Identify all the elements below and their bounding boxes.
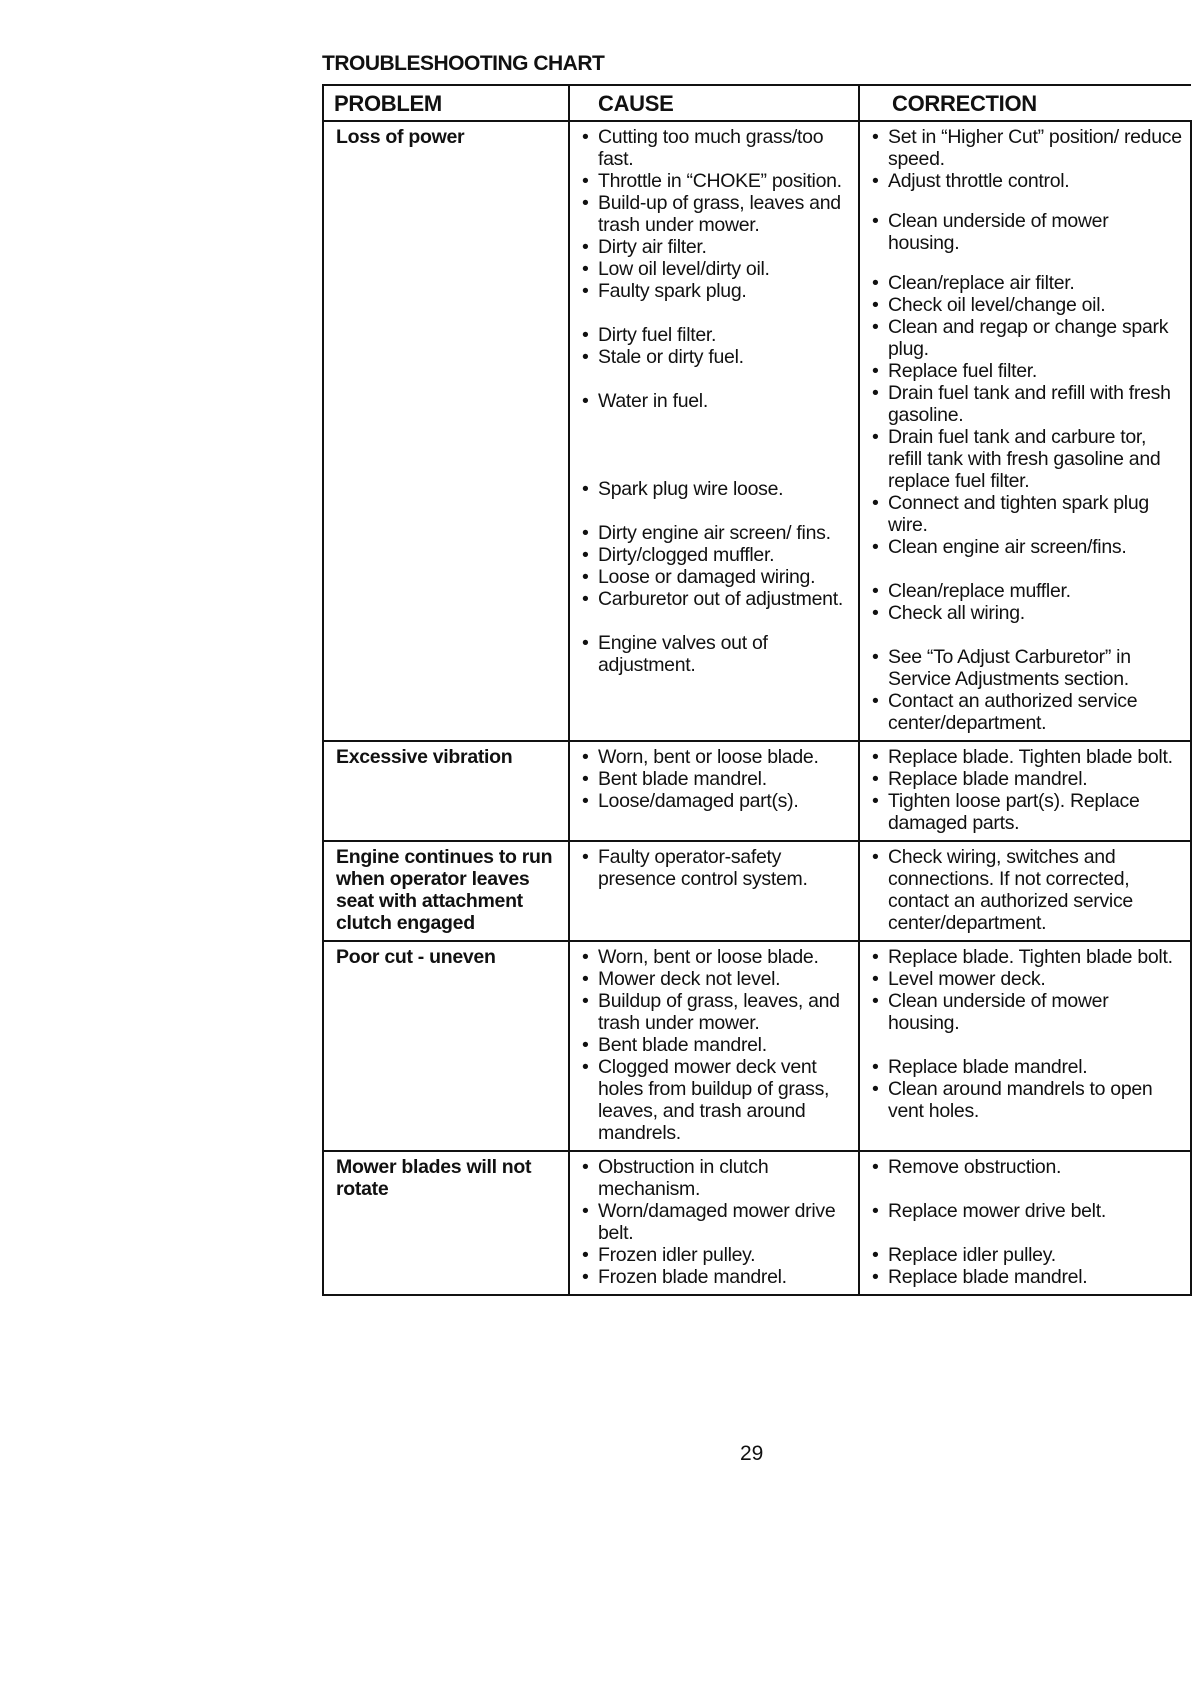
cause-item: • Carburetor out of adjustment. <box>580 588 852 610</box>
correction-item: • Contact an authorized service center/department. <box>870 690 1184 734</box>
cause-item: • Loose/damaged part(s). <box>580 790 852 812</box>
correction-cell <box>859 1151 1191 1295</box>
problem-cell: Engine continues to run when operator leaves seat with attachment clutch engaged <box>323 841 569 941</box>
correction-cell <box>859 121 1191 741</box>
cause-item: • Bent blade mandrel. <box>580 768 852 790</box>
correction-item: • Check wiring, switches and connections. If not corrected, contact an authorized service center/department. <box>870 846 1184 934</box>
problem-cell: Loss of power <box>323 121 569 741</box>
correction-item: • Check oil level/change oil. <box>870 294 1184 316</box>
problem-cell: Excessive vibration <box>323 741 569 841</box>
correction-item: • Check all wiring. <box>870 602 1184 624</box>
correction-item: • Replace blade. Tighten blade bolt. <box>870 746 1184 768</box>
correction-item: • Clean engine air screen/fins. <box>870 536 1184 558</box>
cause-item: • Frozen idler pulley. <box>580 1244 852 1266</box>
cause-item: • Worn, bent or loose blade. <box>580 946 852 968</box>
correction-item: • Connect and tighten spark plug wire. <box>870 492 1184 536</box>
correction-item: • Level mower deck. <box>870 968 1184 990</box>
correction-item: • See “To Adjust Carburetor” in Service Adjustments section. <box>870 646 1184 690</box>
table-row <box>323 121 1191 741</box>
cause-cell <box>569 1151 859 1295</box>
cause-item: • Obstruction in clutch mechanism. <box>580 1156 852 1200</box>
correction-item: • Replace fuel filter. <box>870 360 1184 382</box>
cause-item: • Mower deck not level. <box>580 968 852 990</box>
correction-item: • Clean underside of mower housing. <box>870 210 1184 254</box>
cause-item: • Buildup of grass, leaves, and trash under mower. <box>580 990 852 1034</box>
correction-item: • Tighten loose part(s). Replace damaged parts. <box>870 790 1184 834</box>
cause-item: • Frozen blade mandrel. <box>580 1266 852 1288</box>
correction-item: • Clean around mandrels to open vent holes. <box>870 1078 1184 1122</box>
correction-cell <box>859 941 1191 1151</box>
table-row <box>323 1151 1191 1295</box>
troubleshooting-table <box>322 84 1192 1296</box>
cause-item: • Build-up of grass, leaves and trash under mower. <box>580 192 852 236</box>
correction-item: • Clean/replace muffler. <box>870 580 1184 602</box>
correction-item: • Clean/replace air filter. <box>870 272 1184 294</box>
cause-item: • Clogged mower deck vent holes from buildup of grass, leaves, and trash around mandrels. <box>580 1056 852 1144</box>
correction-item: • Set in “Higher Cut” position/ reduce speed. <box>870 126 1184 170</box>
correction-item: • Replace blade mandrel. <box>870 768 1184 790</box>
correction-item: • Clean and regap or change spark plug. <box>870 316 1184 360</box>
correction-item: • Remove obstruction. <box>870 1156 1184 1178</box>
cause-cell <box>569 941 859 1151</box>
cause-item: • Dirty fuel filter. <box>580 324 852 346</box>
cause-item: • Worn, bent or loose blade. <box>580 746 852 768</box>
header-row <box>323 85 1191 121</box>
correction-item: • Replace idler pulley. <box>870 1244 1184 1266</box>
cause-item: • Engine valves out of adjustment. <box>580 632 852 676</box>
correction-item: • Replace mower drive belt. <box>870 1200 1184 1222</box>
cause-item: • Dirty/clogged muffler. <box>580 544 852 566</box>
problem-cell: Poor cut - uneven <box>323 941 569 1151</box>
problem-cell: Mower blades will not rotate <box>323 1151 569 1295</box>
cause-cell <box>569 741 859 841</box>
table-row <box>323 741 1191 841</box>
cause-item: • Faulty spark plug. <box>580 280 852 302</box>
correction-cell <box>859 841 1191 941</box>
correction-item: • Replace blade. Tighten blade bolt. <box>870 946 1184 968</box>
cause-item: • Low oil level/dirty oil. <box>580 258 852 280</box>
cause-item: • Dirty engine air screen/ fins. <box>580 522 852 544</box>
cause-item: • Throttle in “CHOKE” position. <box>580 170 852 192</box>
cause-item: • Spark plug wire loose. <box>580 478 852 500</box>
cause-item: • Dirty air filter. <box>580 236 852 258</box>
cause-item: • Water in fuel. <box>580 390 852 412</box>
cause-item: • Bent blade mandrel. <box>580 1034 852 1056</box>
header-correction: CORRECTION <box>859 85 1191 121</box>
cause-cell <box>569 841 859 941</box>
correction-item: • Drain fuel tank and carbure tor, refill tank with fresh gasoline and replace fuel filter. <box>870 426 1184 492</box>
cause-item: • Stale or dirty fuel. <box>580 346 852 368</box>
cause-cell <box>569 121 859 741</box>
correction-item: • Replace blade mandrel. <box>870 1056 1184 1078</box>
cause-item: • Worn/damaged mower drive belt. <box>580 1200 852 1244</box>
cause-item: • Faulty operator-safety presence control system. <box>580 846 852 890</box>
table-row <box>323 841 1191 941</box>
correction-item: • Adjust throttle control. <box>870 170 1184 192</box>
cause-item: • Cutting too much grass/too fast. <box>580 126 852 170</box>
header-problem: PROBLEM <box>323 85 569 121</box>
chart-title: TROUBLESHOOTING CHART <box>322 52 605 75</box>
correction-item: • Clean underside of mower housing. <box>870 990 1184 1034</box>
correction-item: • Drain fuel tank and refill with fresh gasoline. <box>870 382 1184 426</box>
cause-item: • Loose or damaged wiring. <box>580 566 852 588</box>
correction-item: • Replace blade mandrel. <box>870 1266 1184 1288</box>
correction-cell <box>859 741 1191 841</box>
page-number: 29 <box>740 1442 764 1465</box>
header-cause: CAUSE <box>569 85 859 121</box>
table-row <box>323 941 1191 1151</box>
